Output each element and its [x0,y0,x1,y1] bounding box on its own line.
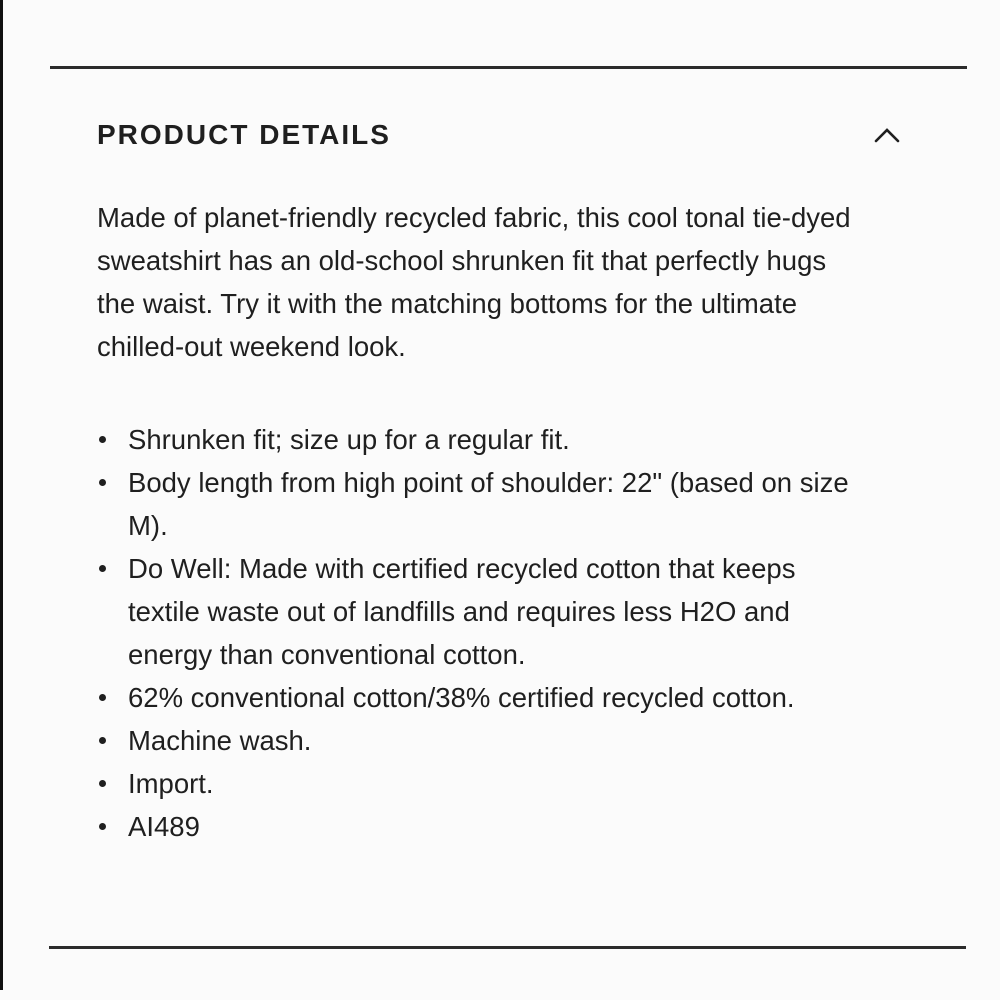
left-edge-line [0,0,3,990]
list-item: Body length from high point of shoulder: 22" (based on size M). [97,461,867,547]
chevron-up-icon[interactable] [874,126,900,144]
top-divider [50,66,967,69]
list-item: Do Well: Made with certified recycled cotton that keeps textile waste out of landfills and requires less H2O and energy than conventional cotton. [97,547,867,676]
list-item: AI489 [97,805,867,848]
product-details-list [97,418,867,848]
section-title: PRODUCT DETAILS [97,119,391,150]
bottom-divider [49,946,966,949]
product-details-accordion-header[interactable] [97,118,900,152]
product-description: Made of planet-friendly recycled fabric, this cool tonal tie-dyed sweatshirt has an old-school shrunken fit that perfectly hugs the waist. Try it with the matching bottoms for the ultimate chilled-out weekend look. [97,202,851,362]
list-item: Machine wash. [97,719,867,762]
list-item: 62% conventional cotton/38% certified recycled cotton. [97,676,867,719]
list-item: Shrunken fit; size up for a regular fit. [97,418,867,461]
list-item: Import. [97,762,867,805]
